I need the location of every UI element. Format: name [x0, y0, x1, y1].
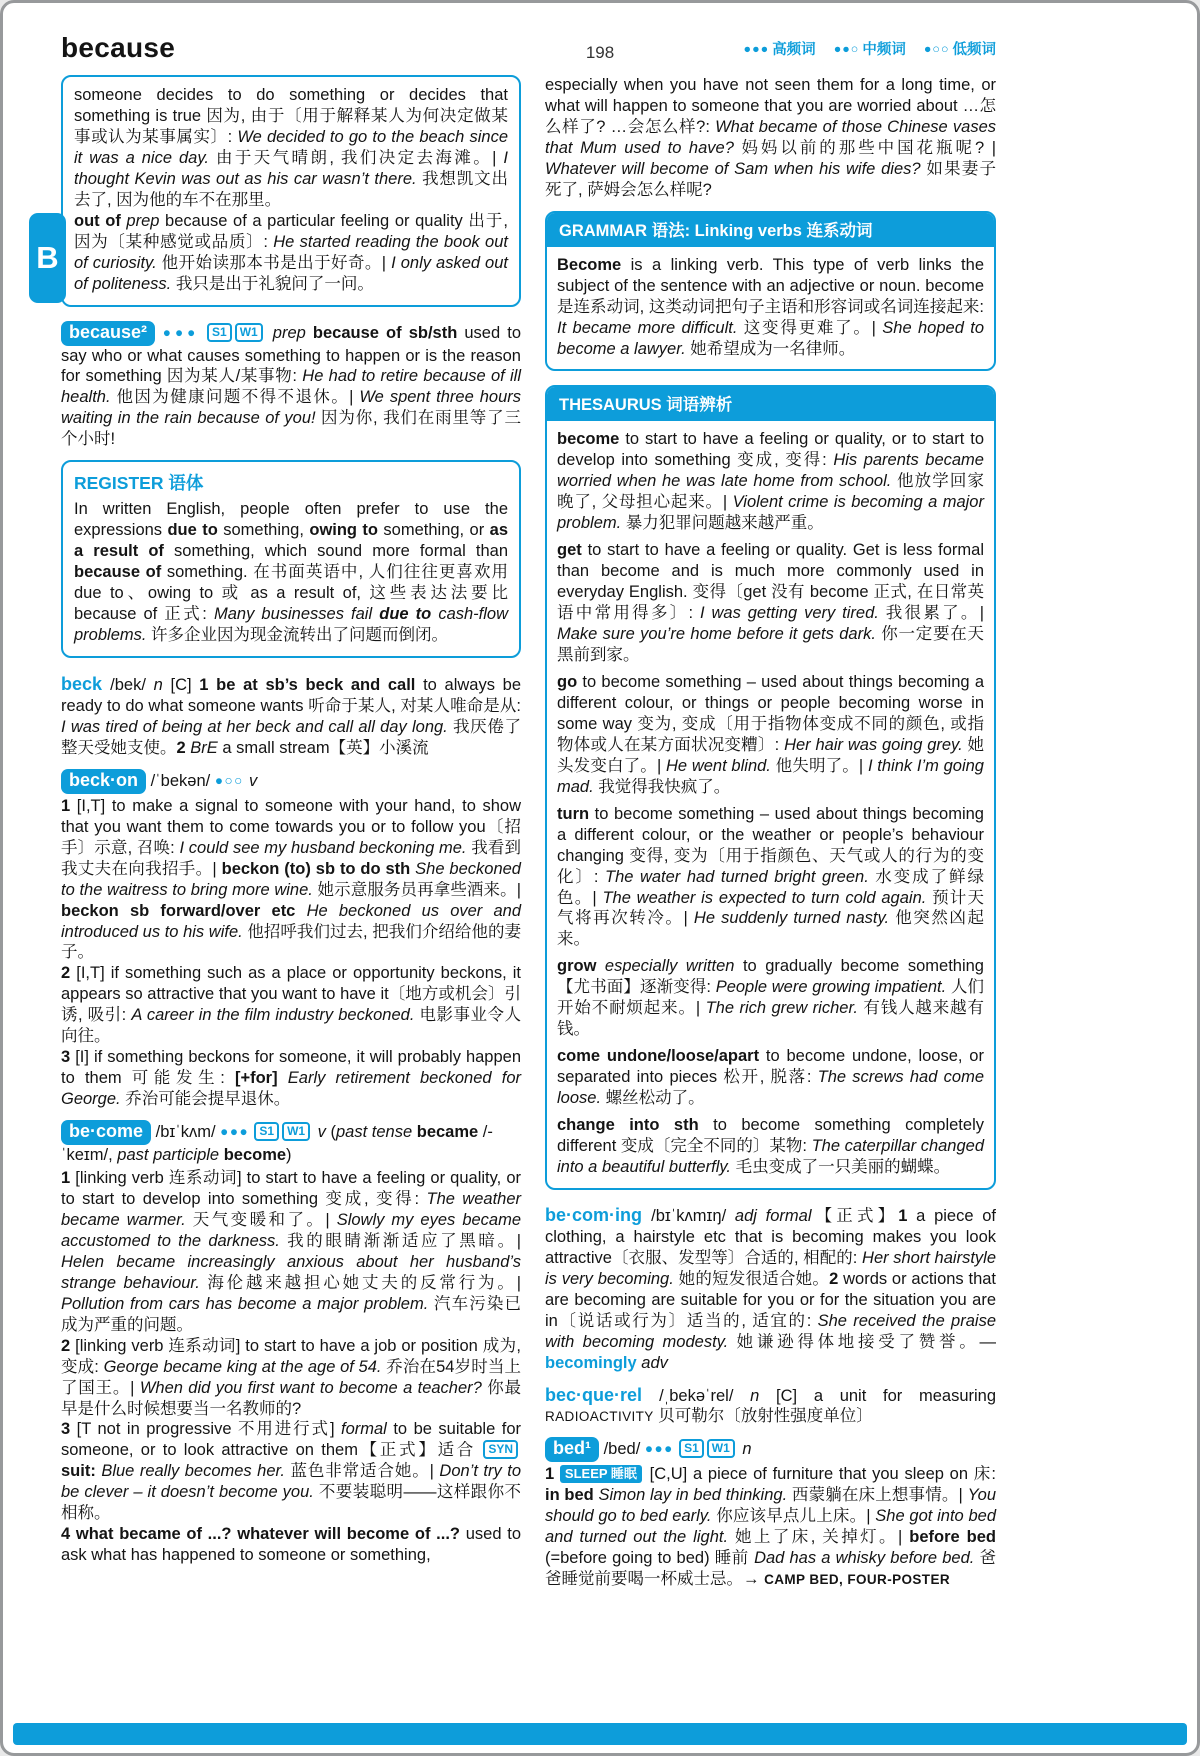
thesaurus-box	[545, 385, 996, 1189]
mid-freq-dots-icon: ●●○	[833, 41, 860, 56]
entry-become	[61, 1120, 521, 1566]
entry-headline: bed¹ /bed/ ●●● S1 W1 n	[545, 1437, 996, 1462]
paragraph: because² ●●● S1 W1 prep because of sb/sth used to say who or what causes something to happen or is the reason for something 因为某人/某事物: He had to retire because of ill health. 他因为健康问题不得不退休。| We spent three hours waiting in the rain because of you! 因为你, 我们在雨里等了三个小时!	[61, 321, 522, 449]
grammar-box	[545, 211, 996, 372]
guide-word: because	[61, 32, 176, 63]
paragraph: beck /bek/ n [C] 1 be at sb’s beck and call to always be ready to do what someone wants 听命于某人, 对某人唯命是从: I was tired of being at her beck and call all day long. 我厌倦了整天受她支使。2 BrE a small stream【英】小溪流	[61, 673, 522, 757]
paragraph: bec·que·rel /ˌbekəˈrel/ n [C] a unit for measuring RADIOACTIVITY 贝可勒尔〔放射性强度单位〕	[545, 1384, 997, 1426]
legend-label: 低频词	[952, 41, 996, 58]
sense-1: 1 SLEEP 睡眠 [C,U] a piece of furniture that you sleep on 床: in bed Simon lay in bed thinking. 西蒙躺在床上想事情。| You should go to bed early. 你应该早点儿上床。| She got into bed and turned out the light. 她上了床, 关掉灯。| before bed (=before going to bed) 睡前 Dad has a whisky before bed. 爸爸睡觉前要喝一杯威士忌。→ CAMP BED, FOUR-POSTER	[545, 1465, 997, 1589]
paragraph: someone decides to do something or decides that something is true 因为, 由于〔用于解释某人为何决定做某事或认为某事属实〕: We decided to go to the beach since it was a nice day. 由于天气晴朗, 我们决定去海滩。| I thought Kevin was out as his car wasn’t there. 我想凯文出去了, 因为他的车不在那里。	[74, 86, 509, 209]
thesaurus-item-change-into: change into sth to become something completely different 变成〔完全不同的〕某物: The caterpillar changed into a beautiful butterfly. 毛虫变成了一只美丽的蝴蝶。	[557, 1116, 985, 1176]
thesaurus-item-turn: turn to become something – used about things becoming a different colour, or the weather or people’s behaviour changing 变得, 变为〔用于指颜色、天气或人的行为的变化〕: The water had turned bright green. 水变成了鲜绿色。| The weather is expected to turn cold again. 预计天气将再次转冷。| He suddenly turned nasty. 他突然凶起来。	[557, 804, 984, 949]
paragraph: out of prep because of a particular feeling or quality 出于, 因为〔某种感觉或品质〕: He started reading the book out of curiosity. 他开始读那本书是出于好奇。| I only asked out of politeness. 我只是出于礼貌问了一问。	[74, 211, 508, 293]
register-box	[61, 460, 521, 658]
paragraph: especially when you have not seen them for a long time, or what will happen to someone that you are worried about …怎么样了? …会怎么样?: What became of those Chinese vases that Mum used to have? 妈妈以前的那些中国花瓶呢? | Whatever will become of Sam when his wife dies? 如果妻子死了, 萨姆会怎么样呢?	[545, 76, 997, 199]
page-number: 198	[585, 43, 615, 62]
entry-becquerel	[545, 1384, 996, 1428]
grammar-box-title: GRAMMAR 语法: Linking verbs 连系动词	[547, 213, 994, 247]
entry-bed	[545, 1437, 996, 1590]
high-freq-dots-icon: ●●●	[743, 41, 770, 56]
thesaurus-item-grow: grow especially written to gradually become something【尤书面】逐渐变得: People were growing impatient. 人们开始不耐烦起来。| The rich grew richer. 有钱人越来越有钱。	[557, 957, 985, 1039]
entry-become-continuation	[545, 75, 996, 201]
legend-label: 中频词	[862, 41, 906, 58]
sense-3: 3 [T not in progressive 不用进行式] formal to be suitable for someone, or to look attractive on them【正式】适合 SYN suit: Blue really becomes her. 蓝色非常适合她。| Don’t try to be clever – it doesn’t become you. 不要装聪明——这样跟你不相称。	[61, 1420, 522, 1523]
register-box-title: REGISTER 语体	[74, 473, 204, 494]
sense-2: 2 [I,T] if something such as a place or opportunity beckons, it appears so attractive that you want to have it〔地方或机会〕引诱, 吸引: A career in the film industry beckoned. 电影事业令人向往。	[61, 964, 522, 1046]
paragraph: Become is a linking verb. This type of verb links the subject of the sentence with an adjective or noun. become是连系动词, 这类动词把句子主语和形容词或名词连接起来: It became more difficult. 这变得更难了。| She hoped to become a lawyer. 她希望成为一名律师。	[557, 255, 984, 358]
thesaurus-box-body	[547, 421, 994, 1187]
page-content	[61, 75, 996, 1600]
entry-because2	[61, 321, 521, 451]
right-column	[545, 75, 996, 1600]
thesaurus-item-get: get to start to have a feeling or quality. Get is less formal than become and is much more commonly used in everyday English. 变得〔get 没有 become 正式, 在日常英语中常用得多〕: I was getting very tired. 我很累了。| Make sure you’re home before it gets dark. 你一定要在天黑前到家。	[557, 541, 984, 665]
thesaurus-box-title: THESAURUS 词语辨析	[547, 387, 994, 421]
thesaurus-item-go: go to become something – used about things becoming a different colour, or things or people becoming worse in some way 变为, 变成〔用于指物体变成不同的颜色, 或指物体或人在某方面状况变糟〕: Her hair was going grey. 她头发变白了。| He went blind. 他失明了。| I think I’m going mad. 我觉得我快疯了。	[557, 672, 984, 796]
entry-headline: beck·on /ˈbekən/ ●○○ v	[61, 769, 521, 794]
thesaurus-item-come-undone: come undone/loose/apart to become undone, loose, or separated into pieces 松开, 脱落: The screws had come loose. 螺丝松动了。	[557, 1047, 984, 1108]
legend-label: 高频词	[772, 41, 816, 58]
entry-becoming	[545, 1204, 996, 1374]
grammar-box-body	[547, 247, 994, 370]
sense-1: 1 [linking verb 连系动词] to start to have a feeling or quality, or to start to develop into something 变成, 变得: The weather became warmer. 天气变暖和了。| Slowly my eyes became accustomed to the darkness. 我的眼睛渐渐适应了黑暗。| Helen became increasingly anxious about her husband’s strange behaviour. 海伦越来越担心她丈夫的反常行为。| Pollution from cars has become a major problem. 汽车污染已成为严重的问题。	[61, 1169, 522, 1334]
entry-beck	[61, 673, 521, 759]
paragraph: In written English, people often prefer to use the expressions due to something, owing to something, or as a result of something, which sound more formal than because of something. 在书面英语中, 人们往往更喜欢用 due to、owing to 或 as a result of, 这些表达法要比 because of 正式: Many businesses fail due to cash-flow problems. 许多企业因为现金流转出了问题而倒闭。	[74, 500, 509, 645]
entry-beckon	[61, 769, 521, 1110]
sense-2: 2 [linking verb 连系动词] to start to have a job or position 成为, 变成: George became king at the age of 54. 乔治在54岁时当上了国王。| When did you first want to become a teacher? 你最早是什么时候想要当一名教师的?	[61, 1336, 522, 1418]
sense-1: 1 [I,T] to make a signal to someone with your hand, to show that you want them to come towards you or to follow you〔招手〕示意, 召唤: I could see my husband beckoning me. 我看到我丈夫在向我招手。| beckon (to) sb to do sth She beckoned to the waitress to bring more wine. 她示意服务员再拿些酒来。| beckon sb forward/over etc He beckoned us over and introduced us to his wife. 他招呼我们过去, 把我们介绍给他的妻子。	[61, 796, 522, 962]
thumb-tab-b: B	[29, 213, 66, 303]
sense-4: 4 what became of ...? whatever will become of ...? used to ask what has happened to someone or something,	[61, 1525, 521, 1565]
left-column	[61, 75, 521, 1600]
footer-bar	[13, 1723, 1187, 1745]
sense-3: 3 [I] if something beckons for someone, it will probably happen to them 可能发生: [+for] Early retirement beckoned for George. 乔治可能会提早退休。	[61, 1048, 522, 1109]
thesaurus-item-become: become to start to have a feeling or quality, or to start to develop into something 变成, 变得: His parents became worried when he was late home from school. 他放学回家晚了, 父母担心起来。| Violent crime is becoming a major problem. 暴力犯罪问题越来越严重。	[557, 430, 985, 533]
entry-headline: be·come /bɪˈkʌm/ ●●● S1 W1 v (past tense became /-ˈkeɪm/, past participle become)	[61, 1121, 493, 1165]
because-entry-continuation-box	[61, 75, 521, 307]
low-freq-dots-icon: ●○○	[923, 41, 950, 56]
paragraph: be·com·ing /bɪˈkʌmɪŋ/ adj formal【正式】1 a piece of clothing, a hairstyle etc that is becoming makes you look attractive〔衣服、发型等〕合适的, 相配的: Her short hairstyle is very becoming. 她的短发很适合她。2 words or actions that are becoming are suitable for you or for the situation you are in〔说话或行为〕适当的, 适宜的: She received the praise with becoming modesty. 她谦逊得体地接受了赞誉。—becomingly adv	[545, 1204, 997, 1372]
